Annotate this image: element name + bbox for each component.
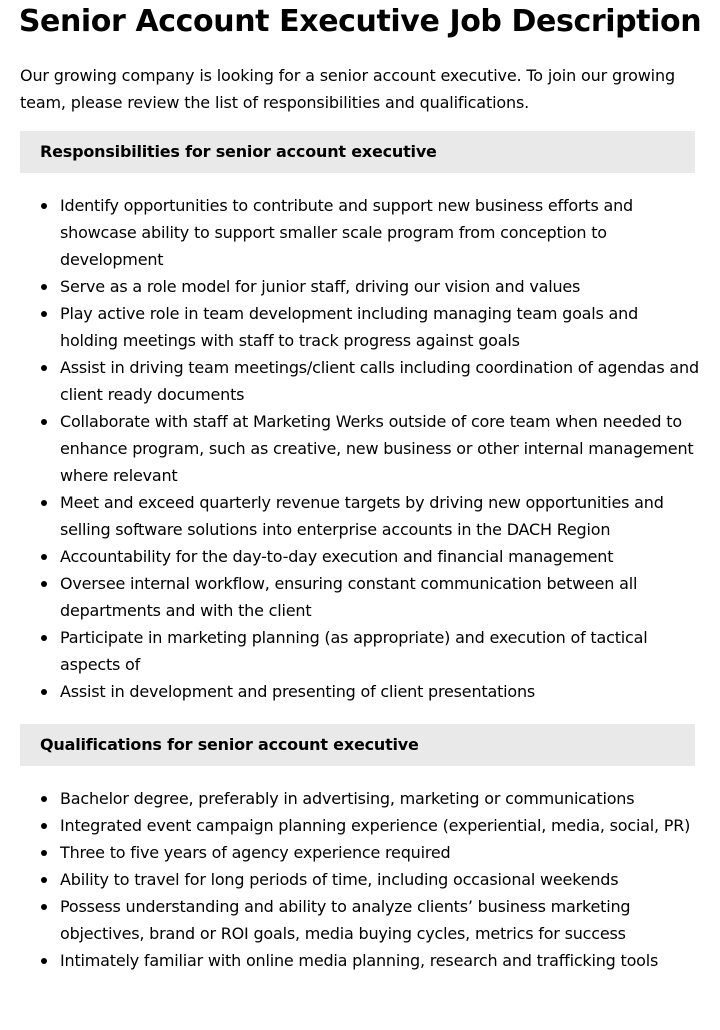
bullet-icon <box>41 823 47 829</box>
bullet-icon <box>41 500 47 506</box>
list-item <box>20 570 700 624</box>
list-item <box>20 408 700 489</box>
list-item-text: Meet and exceed quarterly revenue targets by driving new opportunities and selling software solutions into enterprise accounts in the DACH Region <box>60 493 664 539</box>
list-item-text: Ability to travel for long periods of time, including occasional weekends <box>60 870 619 889</box>
list-item-text: Three to five years of agency experience required <box>60 843 451 862</box>
bullet-icon <box>41 311 47 317</box>
bullet-icon <box>41 904 47 910</box>
bullet-icon <box>41 284 47 290</box>
responsibilities-list <box>20 192 700 705</box>
list-item <box>20 192 700 273</box>
qualifications-list <box>20 785 700 974</box>
list-item-text: Possess understanding and ability to analyze clients’ business marketing objectives, brand or ROI goals, media buying cycles, metrics for success <box>60 897 631 943</box>
list-item-text: Intimately familiar with online media planning, research and trafficking tools <box>60 951 659 970</box>
bullet-icon <box>41 635 47 641</box>
list-item-text: Bachelor degree, preferably in advertising, marketing or communications <box>60 789 635 808</box>
list-item-text: Participate in marketing planning (as appropriate) and execution of tactical aspects of <box>60 628 648 674</box>
bullet-icon <box>41 850 47 856</box>
list-item <box>20 354 700 408</box>
list-item-text: Collaborate with staff at Marketing Werks outside of core team when needed to enhance program, such as creative, new business or other internal management where relevant <box>60 412 694 485</box>
bullet-icon <box>41 958 47 964</box>
list-item-text: Accountability for the day-to-day execution and financial management <box>60 547 614 566</box>
list-item-text: Play active role in team development including managing team goals and holding meetings with staff to track progress against goals <box>60 304 639 350</box>
list-item <box>20 678 700 705</box>
list-item <box>20 947 700 974</box>
list-item <box>20 866 700 893</box>
bullet-icon <box>41 554 47 560</box>
bullet-icon <box>41 877 47 883</box>
list-item <box>20 489 700 543</box>
list-item <box>20 273 700 300</box>
page-title: Senior Account Executive Job Description <box>18 4 702 39</box>
list-item-text: Serve as a role model for junior staff, driving our vision and values <box>60 277 581 296</box>
list-item <box>20 543 700 570</box>
intro-paragraph: Our growing company is looking for a senior account executive. To join our growing team, please review the list of responsibilities and qualifications. <box>20 66 675 112</box>
bullet-icon <box>41 203 47 209</box>
list-item-text: Assist in driving team meetings/client calls including coordination of agendas and client ready documents <box>60 358 699 404</box>
bullet-icon <box>41 689 47 695</box>
qualifications-heading: Qualifications for senior account executive <box>20 724 695 766</box>
list-item <box>20 624 700 678</box>
list-item-text: Integrated event campaign planning experience (experiential, media, social, PR) <box>60 816 691 835</box>
bullet-icon <box>41 419 47 425</box>
list-item <box>20 812 700 839</box>
list-item-text: Oversee internal workflow, ensuring constant communication between all departments and with the client <box>60 574 638 620</box>
responsibilities-heading: Responsibilities for senior account executive <box>20 131 695 173</box>
list-item <box>20 893 700 947</box>
list-item-text: Identify opportunities to contribute and support new business efforts and showcase ability to support smaller scale program from conception to development <box>60 196 633 269</box>
list-item <box>20 785 700 812</box>
list-item-text: Assist in development and presenting of client presentations <box>60 682 536 701</box>
bullet-icon <box>41 796 47 802</box>
bullet-icon <box>41 365 47 371</box>
bullet-icon <box>41 581 47 587</box>
list-item <box>20 300 700 354</box>
list-item <box>20 839 700 866</box>
